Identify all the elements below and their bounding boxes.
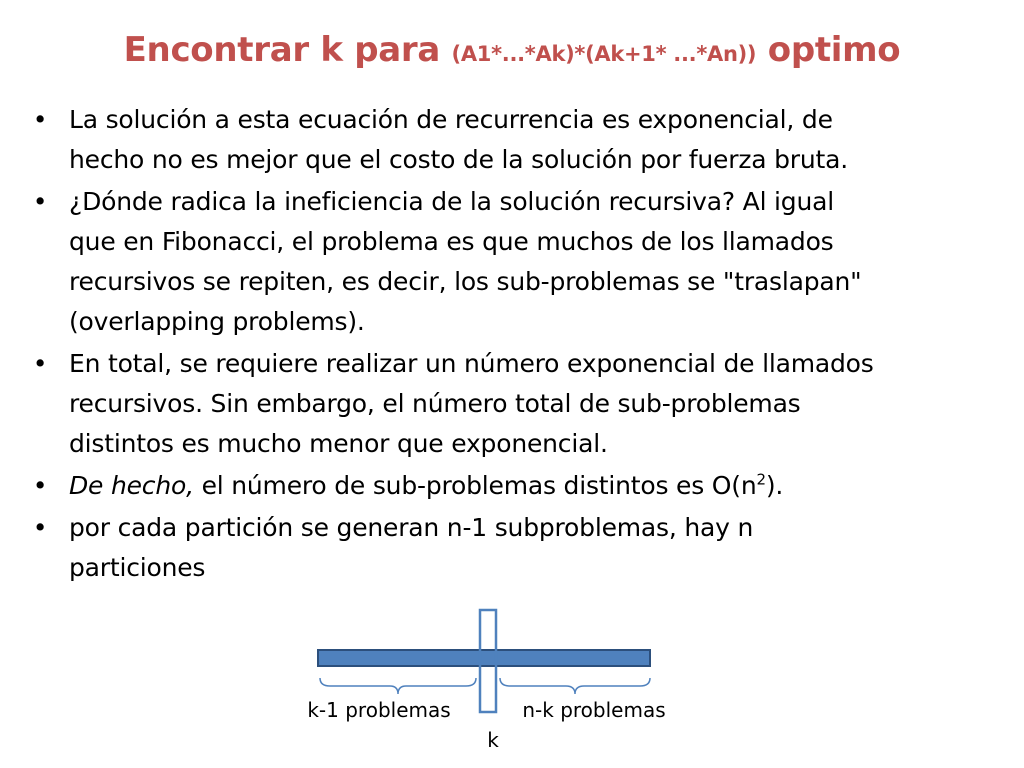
title-main-after: optimo — [756, 30, 901, 70]
bullet-4-line-1 — [69, 466, 990, 506]
k-divider — [480, 610, 496, 712]
bullet-3-line-1: En total, se requiere realizar un número exponencial de llamados — [69, 349, 874, 378]
left-brace — [320, 678, 476, 694]
partition-bar — [318, 650, 650, 666]
title-main-before: Encontrar k para — [123, 30, 452, 70]
left-label: k-1 problemas — [307, 698, 451, 722]
right-label: n-k problemas — [522, 698, 666, 722]
bullet-item-4 — [30, 466, 990, 506]
bullet-3-line-2: recursivos. Sin embargo, el número total de sub-problemas — [69, 389, 801, 418]
bullet-item-1 — [30, 100, 990, 180]
bullet-item-3 — [30, 344, 990, 464]
slide-title — [0, 30, 1024, 70]
bullet-2-line-1: ¿Dónde radica la ineficiencia de la solución recursiva? Al igual — [69, 187, 834, 216]
bullet-1-line-2: hecho no es mejor que el costo de la solución por fuerza bruta. — [69, 145, 848, 174]
bullet-dot: • — [32, 513, 48, 542]
bullet-dot: • — [32, 471, 48, 500]
bullet-2-line-3: recursivos se repiten, es decir, los sub-problemas se "traslapan" — [69, 267, 862, 296]
bullet-dot: • — [32, 105, 48, 134]
bullet-5-line-1: por cada partición se generan n-1 subproblemas, hay n — [69, 513, 754, 542]
bullet-dot: • — [32, 349, 48, 378]
bullet-item-2 — [30, 182, 990, 342]
bullet-2-line-2: que en Fibonacci, el problema es que muchos de los llamados — [69, 227, 834, 256]
k-label: k — [487, 728, 499, 752]
bullet-4-italic-prefix: De hecho, — [69, 471, 194, 500]
bullet-1-line-1: La solución a esta ecuación de recurrencia es exponencial, de — [69, 105, 833, 134]
bullet-dot: • — [32, 187, 48, 216]
bullet-list — [30, 100, 990, 590]
title-expression: (A1*...*Ak)*(Ak+1* ...*An)) — [451, 42, 757, 66]
bullet-2-line-4: (overlapping problems). — [69, 307, 365, 336]
bullet-4-suffix: ). — [765, 471, 784, 500]
bullet-5-line-2: particiones — [69, 553, 206, 582]
bullet-3-line-3: distintos es mucho menor que exponencial. — [69, 429, 608, 458]
bullet-4-text: el número de sub-problemas distintos es O(n — [193, 471, 757, 500]
bullet-item-5 — [30, 508, 990, 588]
bullet-4-superscript: 2 — [756, 470, 766, 489]
right-brace — [500, 678, 650, 694]
